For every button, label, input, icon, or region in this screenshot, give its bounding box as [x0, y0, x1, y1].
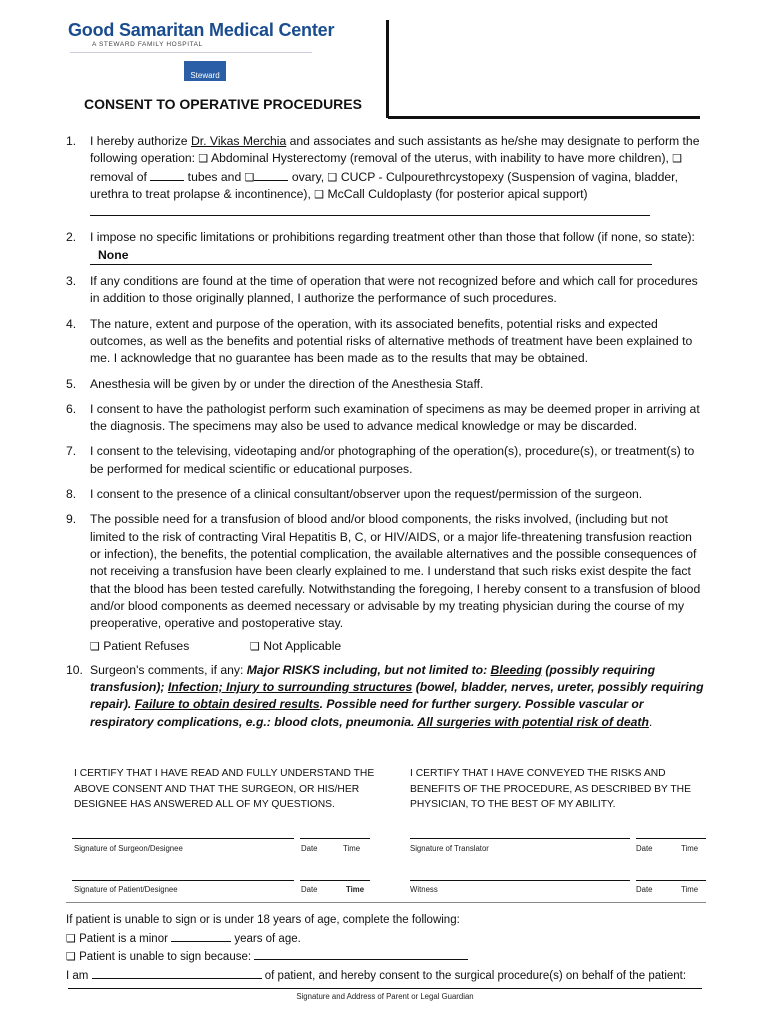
witness-label: Witness	[410, 885, 438, 894]
checkbox-icon[interactable]: ❑	[672, 152, 683, 166]
consent-item-9: 9. The possible need for a transfusion of blood and/or blood components, the risks involved, (including but not limited to the risk of contracting Viral Hepatitis B, C, or HIV/AIDS, or a major life-threatening transfusion reaction or infection), the benefits, the potential complication, the available alternatives and the possible consequences of not receiving a transfusion have been clearly explained to me. I understand that such risks exist despite the fact that the blood has been tested carefully. Notwithstanding the foregoing, I hereby consent to a transfusion of blood and/or blood components as deemed necessary or advisable by my treating physician during the course of my preoperative, operative and postoperative stay.	[66, 512, 701, 631]
steward-logo-badge: Steward	[184, 61, 226, 81]
witness-date-line[interactable]	[636, 880, 706, 881]
patient-signature-label: Signature of Patient/Designee	[74, 885, 178, 894]
translator-signature-label: Signature of Translator	[410, 844, 489, 853]
guardian-signature-label: Signature and Address of Parent or Legal Guardian	[296, 992, 474, 1001]
unable-reason-field[interactable]	[254, 947, 468, 960]
transfusion-options	[90, 638, 706, 655]
label-box-bottom-border	[388, 116, 700, 119]
consent-item-8: 8. I consent to the presence of a clinical consultant/observer upon the request/permission of the surgeon.	[66, 487, 643, 502]
surgeon-signature-label: Signature of Surgeon/Designee	[74, 844, 183, 853]
operation-blank[interactable]	[90, 203, 650, 216]
checkbox-icon[interactable]: ❑	[244, 170, 255, 184]
translator-date-line[interactable]	[636, 838, 706, 839]
checkbox-icon[interactable]: ❑	[327, 170, 338, 184]
limitations-field[interactable]: None	[90, 247, 652, 265]
time-label: Time	[681, 885, 699, 894]
guardian-intro: If patient is unable to sign or is under 18 years of age, complete the following:	[66, 914, 460, 926]
consent-item-10: 10. Surgeon's comments, if any: Major RISKS including, but not limited to: Bleeding (possibly requiring transfusion); Infection; Injury to surrounding structures (bowel, bladder, nerves, ureter, possibly requiring repair). Failure to obtain desired results. Possible need for further surgery. Possible vascular or respiratory complications, e.g.: blood clots, pneumonia. All surgeries with potential risk of death.	[66, 662, 704, 729]
time-label: Time	[681, 844, 699, 853]
time-label: Time	[346, 885, 365, 894]
date-label: Date	[301, 885, 318, 894]
surgeon-signature-line[interactable]	[72, 838, 294, 839]
translator-signature-line[interactable]	[410, 838, 630, 839]
consent-item-6: 6. I consent to have the pathologist perform such examination of specimens as may be deemed proper in arriving at the diagnosis. The specimens may also be used to advance medical knowledge or may be discarded.	[66, 401, 700, 434]
patient-refuses-label: Patient Refuses	[103, 639, 190, 654]
checkbox-icon[interactable]: ❑	[66, 950, 76, 963]
consent-item-1: 1. I hereby authorize Dr. Vikas Merchia and associates and such assistants as he/she may designate to perform the following operation: ❑ Abdominal Hysterectomy (removal of the uterus, with inability to have more children), ❑ removal of tubes and ❑ ovary, ❑ CUCP - Culpourethrcystopexy (Suspension of vagina, bladder, urethra to treat prolapse & incontinence), ❑ McCall Culdoplasty (for posterior apical support)	[66, 133, 706, 221]
form-title: CONSENT TO OPERATIVE PROCEDURES	[84, 96, 362, 112]
not-applicable-label: Not Applicable	[263, 639, 342, 654]
patient-certification: I CERTIFY THAT I HAVE READ AND FULLY UNDERSTAND THE ABOVE CONSENT AND THAT THE SURGEON, OR HIS/HER DESIGNEE HAS ANSWERED ALL OF MY QUESTIONS.	[74, 768, 375, 810]
consent-item-7: 7. I consent to the televising, videotaping and/or photographing of the operation(s), procedure(s), or treatment(s) to be performed for medical scientific or educational purposes.	[66, 444, 695, 476]
date-label: Date	[301, 844, 318, 853]
hospital-name: Good Samaritan Medical Center	[68, 20, 335, 40]
surgeon-certification: I CERTIFY THAT I HAVE CONVEYED THE RISKS AND BENEFITS OF THE PROCEDURE, AS DESCRIBED BY THE PHYSICIAN, TO THE BEST OF MY ABILITY.	[410, 768, 691, 810]
checkbox-icon[interactable]: ❑	[314, 187, 325, 201]
surgeon-name[interactable]: Dr. Vikas Merchia	[190, 134, 287, 148]
checkbox-icon[interactable]: ❑	[198, 152, 209, 166]
consent-item-4: 4. The nature, extent and purpose of the operation, with its associated benefits, potential risks and expected outcomes, as well as the benefits and potential risks of alternative methods of treatment have been explained to me. I acknowledge that no guarantee has been made as to the results that may be obtained.	[66, 316, 693, 366]
relationship-field[interactable]	[92, 966, 262, 979]
consent-item-2: 2. I impose no specific limitations or prohibitions regarding treatment other than those that follow (if none, so state): None	[66, 229, 706, 265]
guardian-signature-line[interactable]	[68, 988, 702, 989]
date-label: Date	[636, 844, 653, 853]
logo-divider	[70, 52, 312, 53]
minor-age-field[interactable]	[171, 929, 231, 942]
consent-items	[66, 133, 706, 739]
guardian-section: If patient is unable to sign or is under 18 years of age, complete the following: ❑ Patient is a minor years of age. ❑ Patient is unable to sign because: I am of patient, and hereby consent to the surgical procedure(s) on behalf of the patient:	[66, 912, 706, 984]
patient-signature-line[interactable]	[72, 880, 294, 881]
checkbox-icon[interactable]: ❑	[66, 931, 76, 945]
time-label: Time	[343, 844, 361, 853]
hospital-tagline: A STEWARD FAMILY HOSPITAL	[92, 41, 203, 48]
surgeon-date-line[interactable]	[300, 838, 370, 839]
tubes-blank[interactable]	[150, 168, 184, 181]
patient-date-line[interactable]	[300, 880, 370, 881]
witness-signature-line[interactable]	[410, 880, 630, 881]
label-box-left-border	[386, 20, 389, 118]
consent-item-5: 5. Anesthesia will be given by or under the direction of the Anesthesia Staff.	[66, 376, 484, 391]
checkbox-icon[interactable]: ❑	[250, 640, 260, 654]
consent-item-3: 3. If any conditions are found at the time of operation that were not recognized before and which call for procedures in addition to those originally planned, I authorize the performance of such procedures.	[66, 274, 698, 306]
checkbox-icon[interactable]: ❑	[90, 640, 100, 654]
ovary-blank[interactable]	[254, 168, 288, 181]
section-divider	[66, 902, 706, 903]
date-label: Date	[636, 885, 653, 894]
